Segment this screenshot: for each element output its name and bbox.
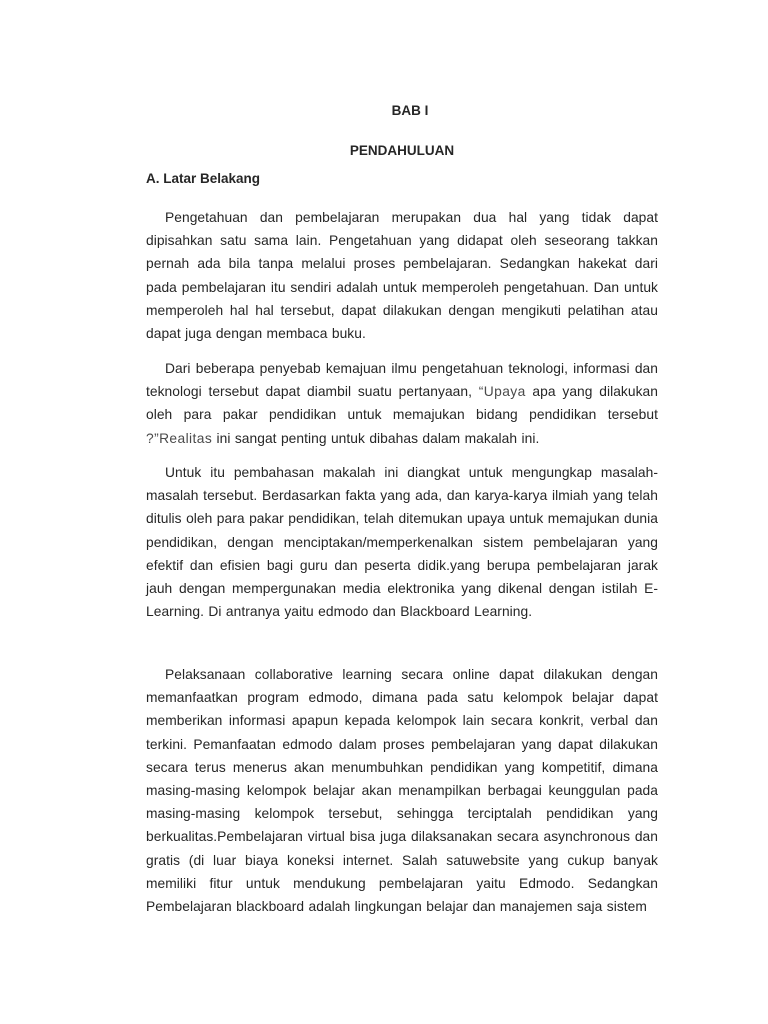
- paragraph-2-quote-close: ?”Realitas: [146, 430, 213, 446]
- paragraph-1: [146, 206, 658, 345]
- paragraph-2-text-middle: apa yang dilakukan oleh para pakar pendidikan untuk memajukan bidang pendidikan tersebut: [146, 384, 658, 423]
- paragraph-2-text-start: Dari beberapa penyebab kemajuan ilmu pengetahuan teknologi, informasi dan teknologi tersebut dapat diambil suatu pertanyaan,: [146, 361, 658, 400]
- paragraph-1-text: Pengetahuan dan pembelajaran merupakan dua hal yang tidak dapat dipisahkan satu sama lain. Pengetahuan yang didapat oleh seseorang takkan pernah ada bila tanpa melalui proses pembelajaran. Sedangkan hakekat dari pada pembelajaran itu sendiri adalah untuk memperoleh pengetahuan. Dan untuk memperoleh hal hal tersebut, dapat dilakukan dengan mengikuti pelatihan atau dapat juga dengan membaca buku.: [146, 210, 658, 342]
- paragraph-4: [146, 663, 658, 918]
- section-heading: A. Latar Belakang: [146, 171, 261, 186]
- chapter-title: PENDAHULUAN: [349, 143, 455, 158]
- paragraph-3: [146, 461, 658, 623]
- paragraph-2-quote-open: “Upaya: [478, 384, 526, 400]
- paragraph-2: [146, 357, 658, 450]
- paragraph-2-text-end: ini sangat penting untuk dibahas dalam makalah ini.: [212, 430, 540, 446]
- chapter-number: BAB I: [391, 103, 429, 118]
- paragraph-3-text: Untuk itu pembahasan makalah ini diangkat untuk mengungkap masalah-masalah tersebut. Berdasarkan fakta yang ada, dan karya-karya ilmiah yang telah ditulis oleh para pakar pendidikan, telah ditemukan upaya untuk memajukan dunia pendidikan, dengan menciptakan/memperkenalkan sistem pembelajaran yang efektif dan efisien bagi guru dan peserta didik.yang berupa pembelajaran jarak jauh dengan mempergunakan media elektronika yang dikenal dengan istilah E-Learning. Di antranya yaitu edmodo dan Blackboard Learning.: [146, 465, 658, 620]
- paragraph-4-text: Pelaksanaan collaborative learning secara online dapat dilakukan dengan memanfaatkan program edmodo, dimana pada satu kelompok belajar dapat memberikan informasi apapun kepada kelompok lain secara konkrit, verbal dan terkini. Pemanfaatan edmodo dalam proses pembelajaran yang dapat dilakukan secara terus menerus akan menumbuhkan pendidikan yang kompetitif, dimana masing-masing kelompok belajar akan menampilkan berbagai keunggulan pada masing-masing kelompok tersebut, sehingga terciptalah pendidikan yang berkualitas.Pembelajaran virtual bisa juga dilaksanakan secara asynchronous dan gratis (di luar biaya koneksi internet. Salah satuwebsite yang cukup banyak memiliki fitur untuk mendukung pembelajaran yaitu Edmodo. Sedangkan Pembelajaran blackboard adalah lingkungan belajar dan manajemen saja sistem: [146, 667, 658, 915]
